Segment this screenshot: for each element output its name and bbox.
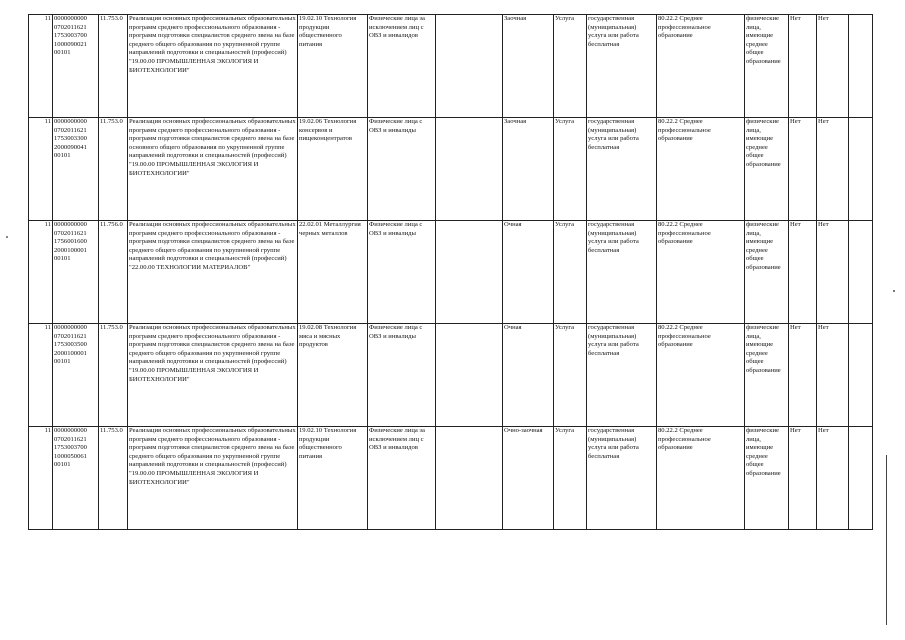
empty-cell (849, 427, 873, 530)
specialty: 22.02.01 Металлургия черных металлов (298, 221, 368, 324)
flag-1: Нет (789, 15, 817, 118)
flag-2: Нет (817, 324, 849, 427)
registry-code-line: 0702011621 (54, 23, 87, 31)
registry-code (53, 15, 99, 118)
consumer-category: Физические лица с ОВЗ и инвалиды (368, 221, 436, 324)
consumer-category: Физические лица за исключением лиц с ОВЗ и инвалидов (368, 427, 436, 530)
consumers: физические лица, имеющие среднее общее образование (745, 221, 789, 324)
consumers: физические лица, имеющие среднее общее образование (745, 324, 789, 427)
row-number: 11 (29, 15, 53, 118)
specialty: 19.02.08 Технология мяса и мясных продуктов (298, 324, 368, 427)
scan-mark (6, 236, 8, 238)
row-number: 11 (29, 221, 53, 324)
registry-code-line: 00101 (54, 49, 71, 57)
service-type: Услуга (554, 221, 587, 324)
scan-mark (893, 290, 895, 292)
registry-code (53, 118, 99, 221)
flag-2: Нет (817, 427, 849, 530)
flag-1: Нет (789, 427, 817, 530)
registry-code-line: 0000000000 (54, 15, 87, 22)
specialty: 19.02.10 Технология продукции общественного питания (298, 15, 368, 118)
services-table (28, 14, 873, 530)
registry-code-line: 0702011621 (54, 126, 87, 134)
specialty: 19.02.06 Технология консервов и пищеконцентратов (298, 118, 368, 221)
service-type: Услуга (554, 324, 587, 427)
okpd-code: 80.22.2 Среднее профессиональное образование (657, 15, 745, 118)
study-form: Очно-заочная (503, 427, 554, 530)
flag-2: Нет (817, 118, 849, 221)
registry-code-line: 1756001600 (54, 238, 87, 246)
registry-code-line: 0000000000 (54, 427, 87, 434)
registry-code-line: 00101 (54, 255, 71, 263)
empty-cell (436, 118, 503, 221)
registry-code (53, 427, 99, 530)
service-kind: государственная (муниципальная) услуга или работа бесплатная (587, 221, 657, 324)
consumers: физические лица, имеющие среднее общее образование (745, 15, 789, 118)
empty-cell (436, 221, 503, 324)
registry-code-line: 1000090021 (54, 40, 87, 48)
program-name: Реализация основных профессиональных образовательных программ среднего профессионального образования - программ подготовки специалистов среднего звена на базе основного общего образования по укрупненной группе направлений подготовки и специальностей (профессий) "19.00.00 ПРОМЫШЛЕННАЯ ЭКОЛОГИЯ И БИОТЕХНОЛОГИИ" (128, 118, 298, 221)
service-type: Услуга (554, 118, 587, 221)
okpd-code: 80.22.2 Среднее профессиональное образование (657, 427, 745, 530)
flag-1: Нет (789, 324, 817, 427)
registry-code-line: 1000050061 (54, 452, 87, 460)
registry-code-line: 00101 (54, 152, 71, 160)
study-form: Заочная (503, 15, 554, 118)
registry-code-line: 2000090041 (54, 143, 87, 151)
okpd-code: 80.22.2 Среднее профессиональное образование (657, 324, 745, 427)
service-type: Услуга (554, 15, 587, 118)
table-row (29, 118, 873, 221)
registry-code-line: 00101 (54, 461, 71, 469)
okved-code: 11.756.0 (99, 221, 128, 324)
program-name: Реализация основных профессиональных образовательных программ среднего профессионального образования - программ подготовки специалистов среднего звена на базе среднего общего образования по укрупненной группе направлений подготовки и специальностей (профессий) "22.00.00 ТЕХНОЛОГИИ МАТЕРИАЛОВ" (128, 221, 298, 324)
study-form: Очная (503, 324, 554, 427)
consumer-category: Физические лица с ОВЗ и инвалиды (368, 118, 436, 221)
okpd-code: 80.22.2 Среднее профессиональное образование (657, 118, 745, 221)
flag-1: Нет (789, 221, 817, 324)
okved-code: 11.753.0 (99, 324, 128, 427)
service-kind: государственная (муниципальная) услуга или работа бесплатная (587, 324, 657, 427)
consumer-category: Физические лица с ОВЗ и инвалиды (368, 324, 436, 427)
row-number: 11 (29, 427, 53, 530)
empty-cell (849, 118, 873, 221)
registry-code-line: 1753003300 (54, 135, 87, 143)
flag-2: Нет (817, 221, 849, 324)
row-number: 11 (29, 118, 53, 221)
empty-cell (849, 324, 873, 427)
study-form: Заочная (503, 118, 554, 221)
registry-code-line: 2000100001 (54, 246, 87, 254)
registry-code-line: 1753003500 (54, 341, 87, 349)
registry-code-line: 0702011621 (54, 229, 87, 237)
consumers: физические лица, имеющие среднее общее образование (745, 427, 789, 530)
flag-2: Нет (817, 15, 849, 118)
program-name: Реализация основных профессиональных образовательных программ среднего профессионального образования - программ подготовки специалистов среднего звена на базе среднего общего образования по укрупненной группе направлений подготовки и специальностей (профессий) "19.00.00 ПРОМЫШЛЕННАЯ ЭКОЛОГИЯ И БИОТЕХНОЛОГИИ" (128, 427, 298, 530)
okved-code: 11.753.0 (99, 118, 128, 221)
registry-code-line: 00101 (54, 358, 71, 366)
service-kind: государственная (муниципальная) услуга или работа бесплатная (587, 15, 657, 118)
flag-1: Нет (789, 118, 817, 221)
registry-code-line: 0702011621 (54, 435, 87, 443)
page-edge-line (886, 455, 887, 625)
empty-cell (436, 324, 503, 427)
empty-cell (436, 427, 503, 530)
empty-cell (436, 15, 503, 118)
okved-code: 11.753.0 (99, 15, 128, 118)
empty-cell (849, 221, 873, 324)
okved-code: 11.753.0 (99, 427, 128, 530)
registry-code-line: 0000000000 (54, 324, 87, 331)
registry-code (53, 221, 99, 324)
table-row (29, 427, 873, 530)
table-row (29, 221, 873, 324)
service-type: Услуга (554, 427, 587, 530)
specialty: 19.02.10 Технология продукции общественного питания (298, 427, 368, 530)
table-row (29, 324, 873, 427)
program-name: Реализация основных профессиональных образовательных программ среднего профессионального образования - программ подготовки специалистов среднего звена на базе среднего общего образования по укрупненной группе направлений подготовки и специальностей (профессий) "19.00.00 ПРОМЫШЛЕННАЯ ЭКОЛОГИЯ И БИОТЕХНОЛОГИИ" (128, 324, 298, 427)
table-row (29, 15, 873, 118)
study-form: Очная (503, 221, 554, 324)
service-kind: государственная (муниципальная) услуга или работа бесплатная (587, 427, 657, 530)
registry-code-line: 1753003700 (54, 32, 87, 40)
consumers: физические лица, имеющие среднее общее образование (745, 118, 789, 221)
registry-code-line: 0000000000 (54, 221, 87, 228)
okpd-code: 80.22.2 Среднее профессиональное образование (657, 221, 745, 324)
program-name: Реализация основных профессиональных образовательных программ среднего профессионального образования - программ подготовки специалистов среднего звена на базе среднего общего образования по укрупненной группе направлений подготовки и специальностей (профессий) "19.00.00 ПРОМЫШЛЕННАЯ ЭКОЛОГИЯ И БИОТЕХНОЛОГИИ" (128, 15, 298, 118)
row-number: 11 (29, 324, 53, 427)
service-kind: государственная (муниципальная) услуга или работа бесплатная (587, 118, 657, 221)
registry-code (53, 324, 99, 427)
empty-cell (849, 15, 873, 118)
consumer-category: Физические лица за исключением лиц с ОВЗ и инвалидов (368, 15, 436, 118)
registry-code-line: 0702011621 (54, 332, 87, 340)
registry-code-line: 0000000000 (54, 118, 87, 125)
registry-code-line: 1753003700 (54, 444, 87, 452)
registry-code-line: 2000100001 (54, 349, 87, 357)
